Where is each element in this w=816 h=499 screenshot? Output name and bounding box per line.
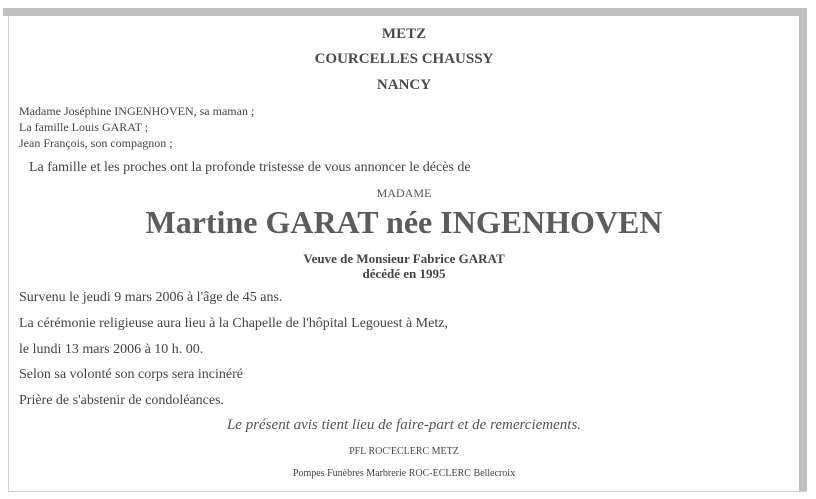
frame-top-border: [3, 8, 807, 16]
city-nancy: NANCY: [376, 77, 432, 93]
city-courcelles-chaussy: COURCELLES CHAUSSY: [314, 51, 494, 67]
city-metz: METZ: [381, 26, 427, 42]
footer-org-pompes-funebres: Pompes Funèbres Marbrerie ROC-ECLERC Bellecroix: [292, 468, 516, 479]
detail-condoleances: Prière de s'abstenir de condoléances.: [19, 393, 225, 408]
detail-ceremonie: La cérémonie religieuse aura lieu à la Chapelle de l'hôpital Legouest à Metz,: [19, 316, 448, 331]
announcement-text: La famille et les proches ont la profonde tristesse de vous annoncer le décès de: [29, 160, 471, 175]
detail-date: le lundi 13 mars 2006 à 10 h. 00.: [19, 342, 204, 357]
family-line-garat: La famille Louis GARAT ;: [19, 120, 149, 134]
detail-survenu: Survenu le jeudi 9 mars 2006 à l'âge de 45 ans.: [19, 290, 283, 305]
footer-org-pfl: PFL ROC'ECLERC METZ: [349, 446, 459, 457]
detail-incineration: Selon sa volonté son corps sera incinéré: [19, 367, 243, 382]
deceased-title: MADAME: [376, 186, 432, 200]
frame-bottom-border: [8, 491, 807, 492]
obituary-notice: [9, 16, 799, 491]
family-line-mother: Madame Joséphine INGENHOVEN, sa maman ;: [19, 104, 255, 118]
family-line-companion: Jean François, son compagnon ;: [19, 136, 173, 150]
footer-note: Le présent avis tient lieu de faire-part et de remerciements.: [226, 417, 582, 433]
widow-line-1: Veuve de Monsieur Fabrice GARAT: [303, 251, 505, 266]
frame-right-border: [799, 8, 807, 492]
widow-line-2: décédé en 1995: [362, 266, 446, 281]
deceased-name: Martine GARAT née INGENHOVEN: [145, 204, 663, 240]
